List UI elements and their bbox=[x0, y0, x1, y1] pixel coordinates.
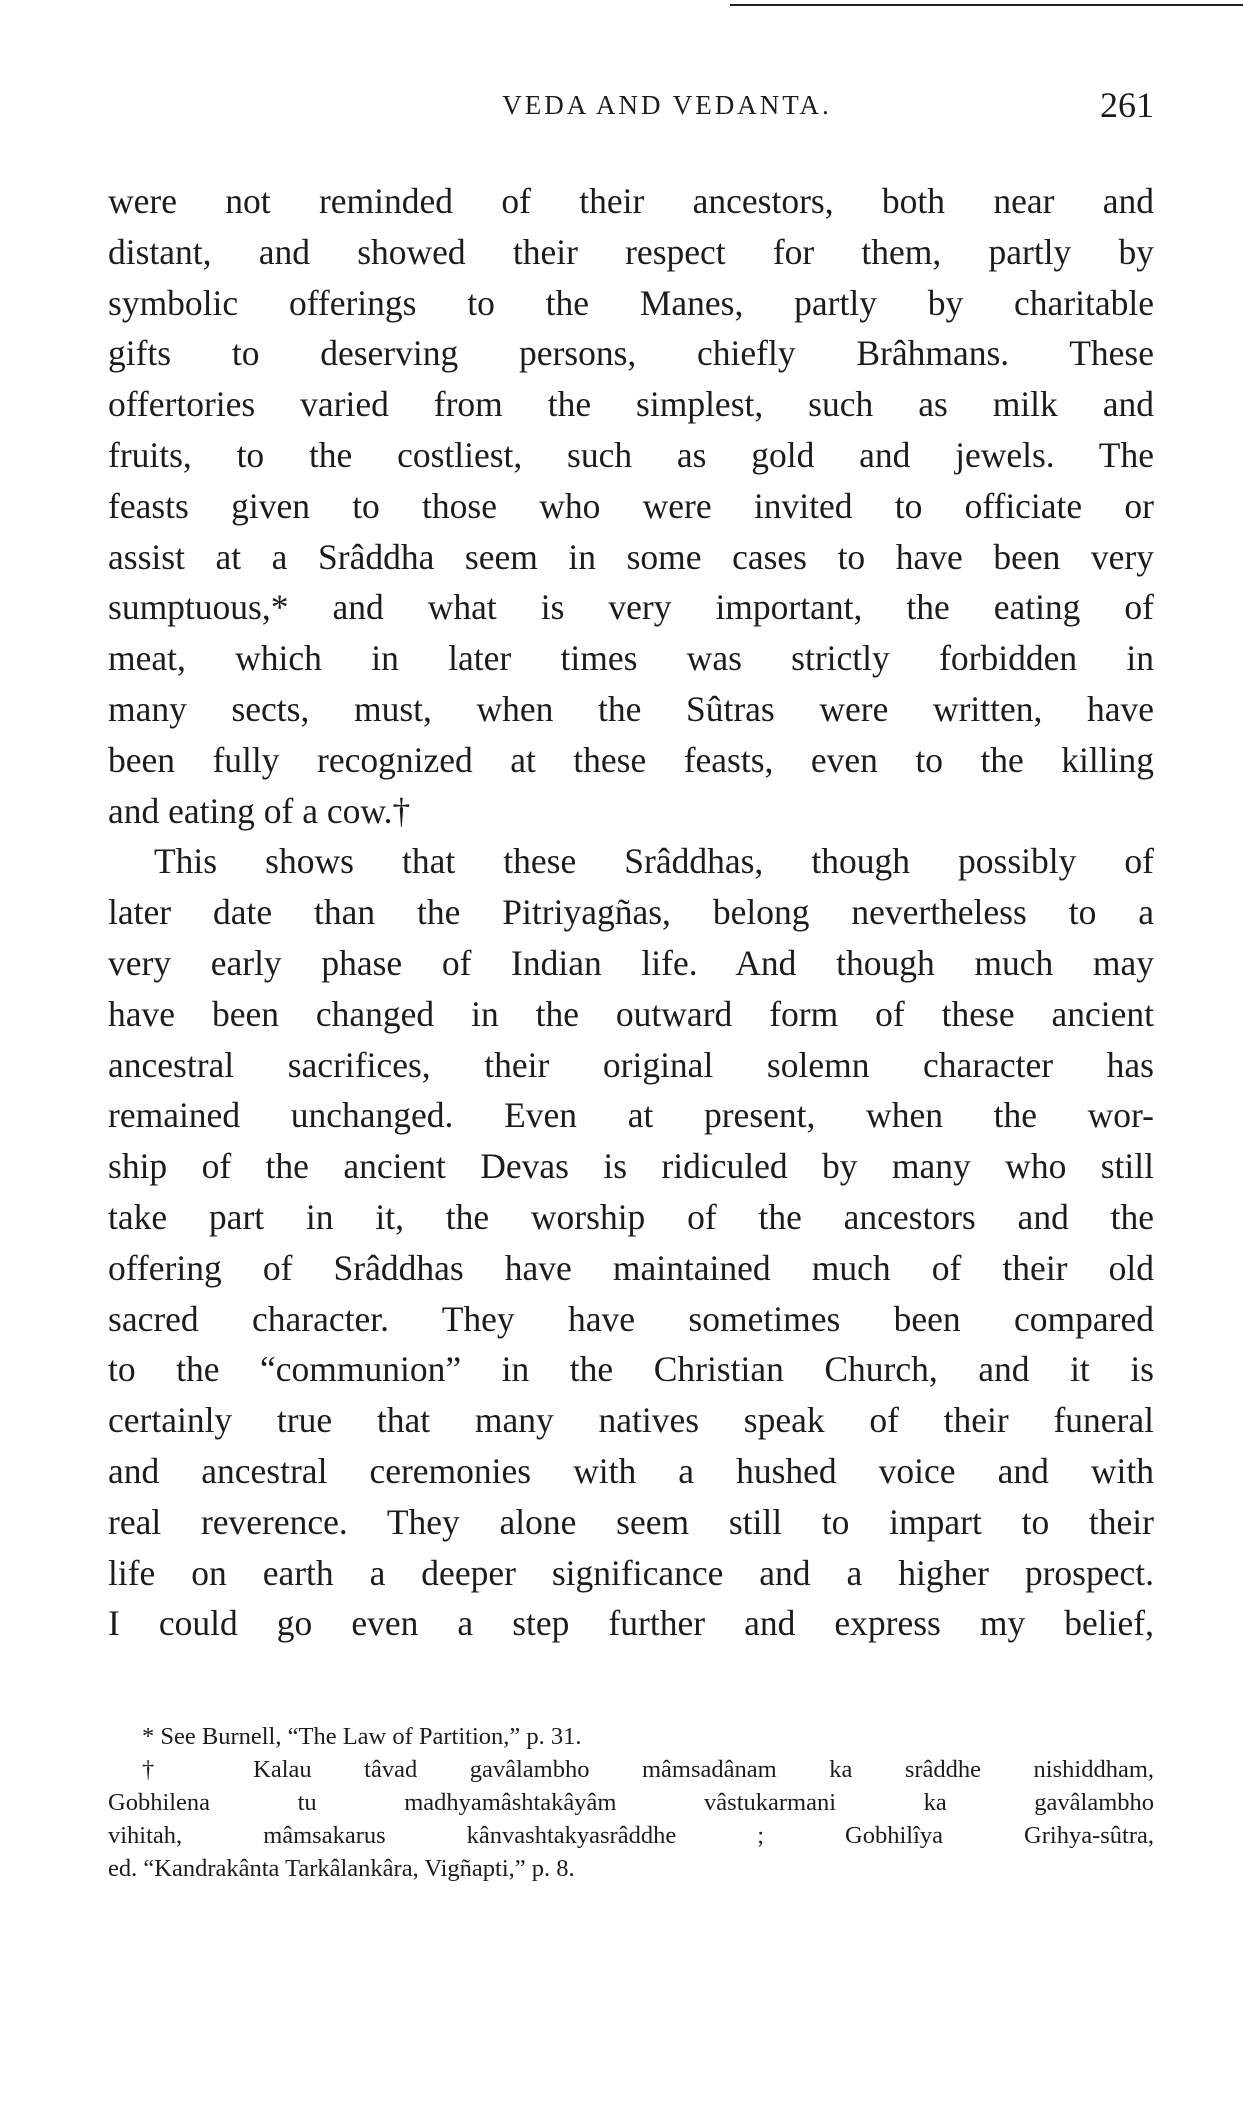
text-line: later date than the Pitriyagñas, belong nevertheless to a bbox=[108, 892, 1154, 933]
footnote-1: * See Burnell, “The Law of Partition,” p. 31. bbox=[142, 1723, 582, 1750]
text-line: This shows that these Srâddhas, though possibly of bbox=[154, 841, 1154, 882]
text-line: many sects, must, when the Sûtras were written, have bbox=[108, 688, 1154, 729]
footnote-2-line: vihitah, mâmsakarus kânvashtakyasrâddhe ; Gobhilîya Grihya-sûtra, bbox=[108, 1822, 1154, 1849]
text-line: meat, which in later times was strictly forbidden in bbox=[108, 638, 1154, 679]
text-line: sumptuous,* and what is very important, the eating of bbox=[108, 587, 1154, 628]
text-line: offering of Srâddhas have maintained much of their old bbox=[108, 1247, 1154, 1288]
text-line: assist at a Srâddha seem in some cases to have been very bbox=[108, 536, 1154, 577]
scan-edge-rule bbox=[730, 4, 1243, 6]
footnote-2-line: Gobhilena tu madhyamâshtakâyâm vâstukarmani ka gavâlambho bbox=[108, 1789, 1154, 1816]
text-line: ship of the ancient Devas is ridiculed by many who still bbox=[108, 1146, 1154, 1187]
text-line: have been changed in the outward form of these ancient bbox=[108, 993, 1154, 1034]
text-line: offertories varied from the simplest, such as milk and bbox=[108, 384, 1154, 425]
text-line: I could go even a step further and express my belief, bbox=[108, 1603, 1154, 1644]
text-line: very early phase of Indian life. And though much may bbox=[108, 942, 1154, 983]
text-line: remained unchanged. Even at present, when the wor- bbox=[108, 1095, 1154, 1136]
footnotes bbox=[108, 1720, 1154, 1885]
text-line: distant, and showed their respect for them, partly by bbox=[108, 231, 1154, 272]
text-line: feasts given to those who were invited to officiate or bbox=[108, 485, 1154, 526]
text-line: sacred character. They have sometimes been compared bbox=[108, 1298, 1154, 1339]
text-line: and ancestral ceremonies with a hushed voice and with bbox=[108, 1450, 1154, 1491]
text-line: fruits, to the costliest, such as gold and jewels. The bbox=[108, 434, 1154, 475]
text-line: gifts to deserving persons, chiefly Brâhmans. These bbox=[108, 333, 1154, 374]
text-line: symbolic offerings to the Manes, partly by charitable bbox=[108, 282, 1154, 323]
footnote-2: † Kalau tâvad gavâlambho mâmsadânam ka srâddhe nishiddham, bbox=[142, 1756, 1154, 1783]
text-line: to the “communion” in the Christian Church, and it is bbox=[108, 1349, 1154, 1390]
text-line: ancestral sacrifices, their original solemn character has bbox=[108, 1044, 1154, 1085]
text-line: life on earth a deeper significance and a higher prospect. bbox=[108, 1552, 1154, 1593]
text-line: real reverence. They alone seem still to impart to their bbox=[108, 1501, 1154, 1542]
page-number: 261 bbox=[1100, 85, 1154, 125]
text-line: certainly true that many natives speak of their funeral bbox=[108, 1400, 1154, 1441]
text-line: and eating of a cow.† bbox=[108, 790, 411, 831]
text-line: were not reminded of their ancestors, both near and bbox=[108, 181, 1154, 221]
page-header bbox=[108, 84, 1154, 134]
footnote-2-line: ed. “Kandrakânta Tarkâlankâra, Vigñapti,” p. 8. bbox=[108, 1855, 575, 1882]
running-head: VEDA AND VEDANTA. bbox=[502, 90, 832, 120]
text-line: take part in it, the worship of the ancestors and the bbox=[108, 1196, 1154, 1237]
body-text bbox=[108, 176, 1154, 1696]
text-line: been fully recognized at these feasts, even to the killing bbox=[108, 739, 1154, 780]
